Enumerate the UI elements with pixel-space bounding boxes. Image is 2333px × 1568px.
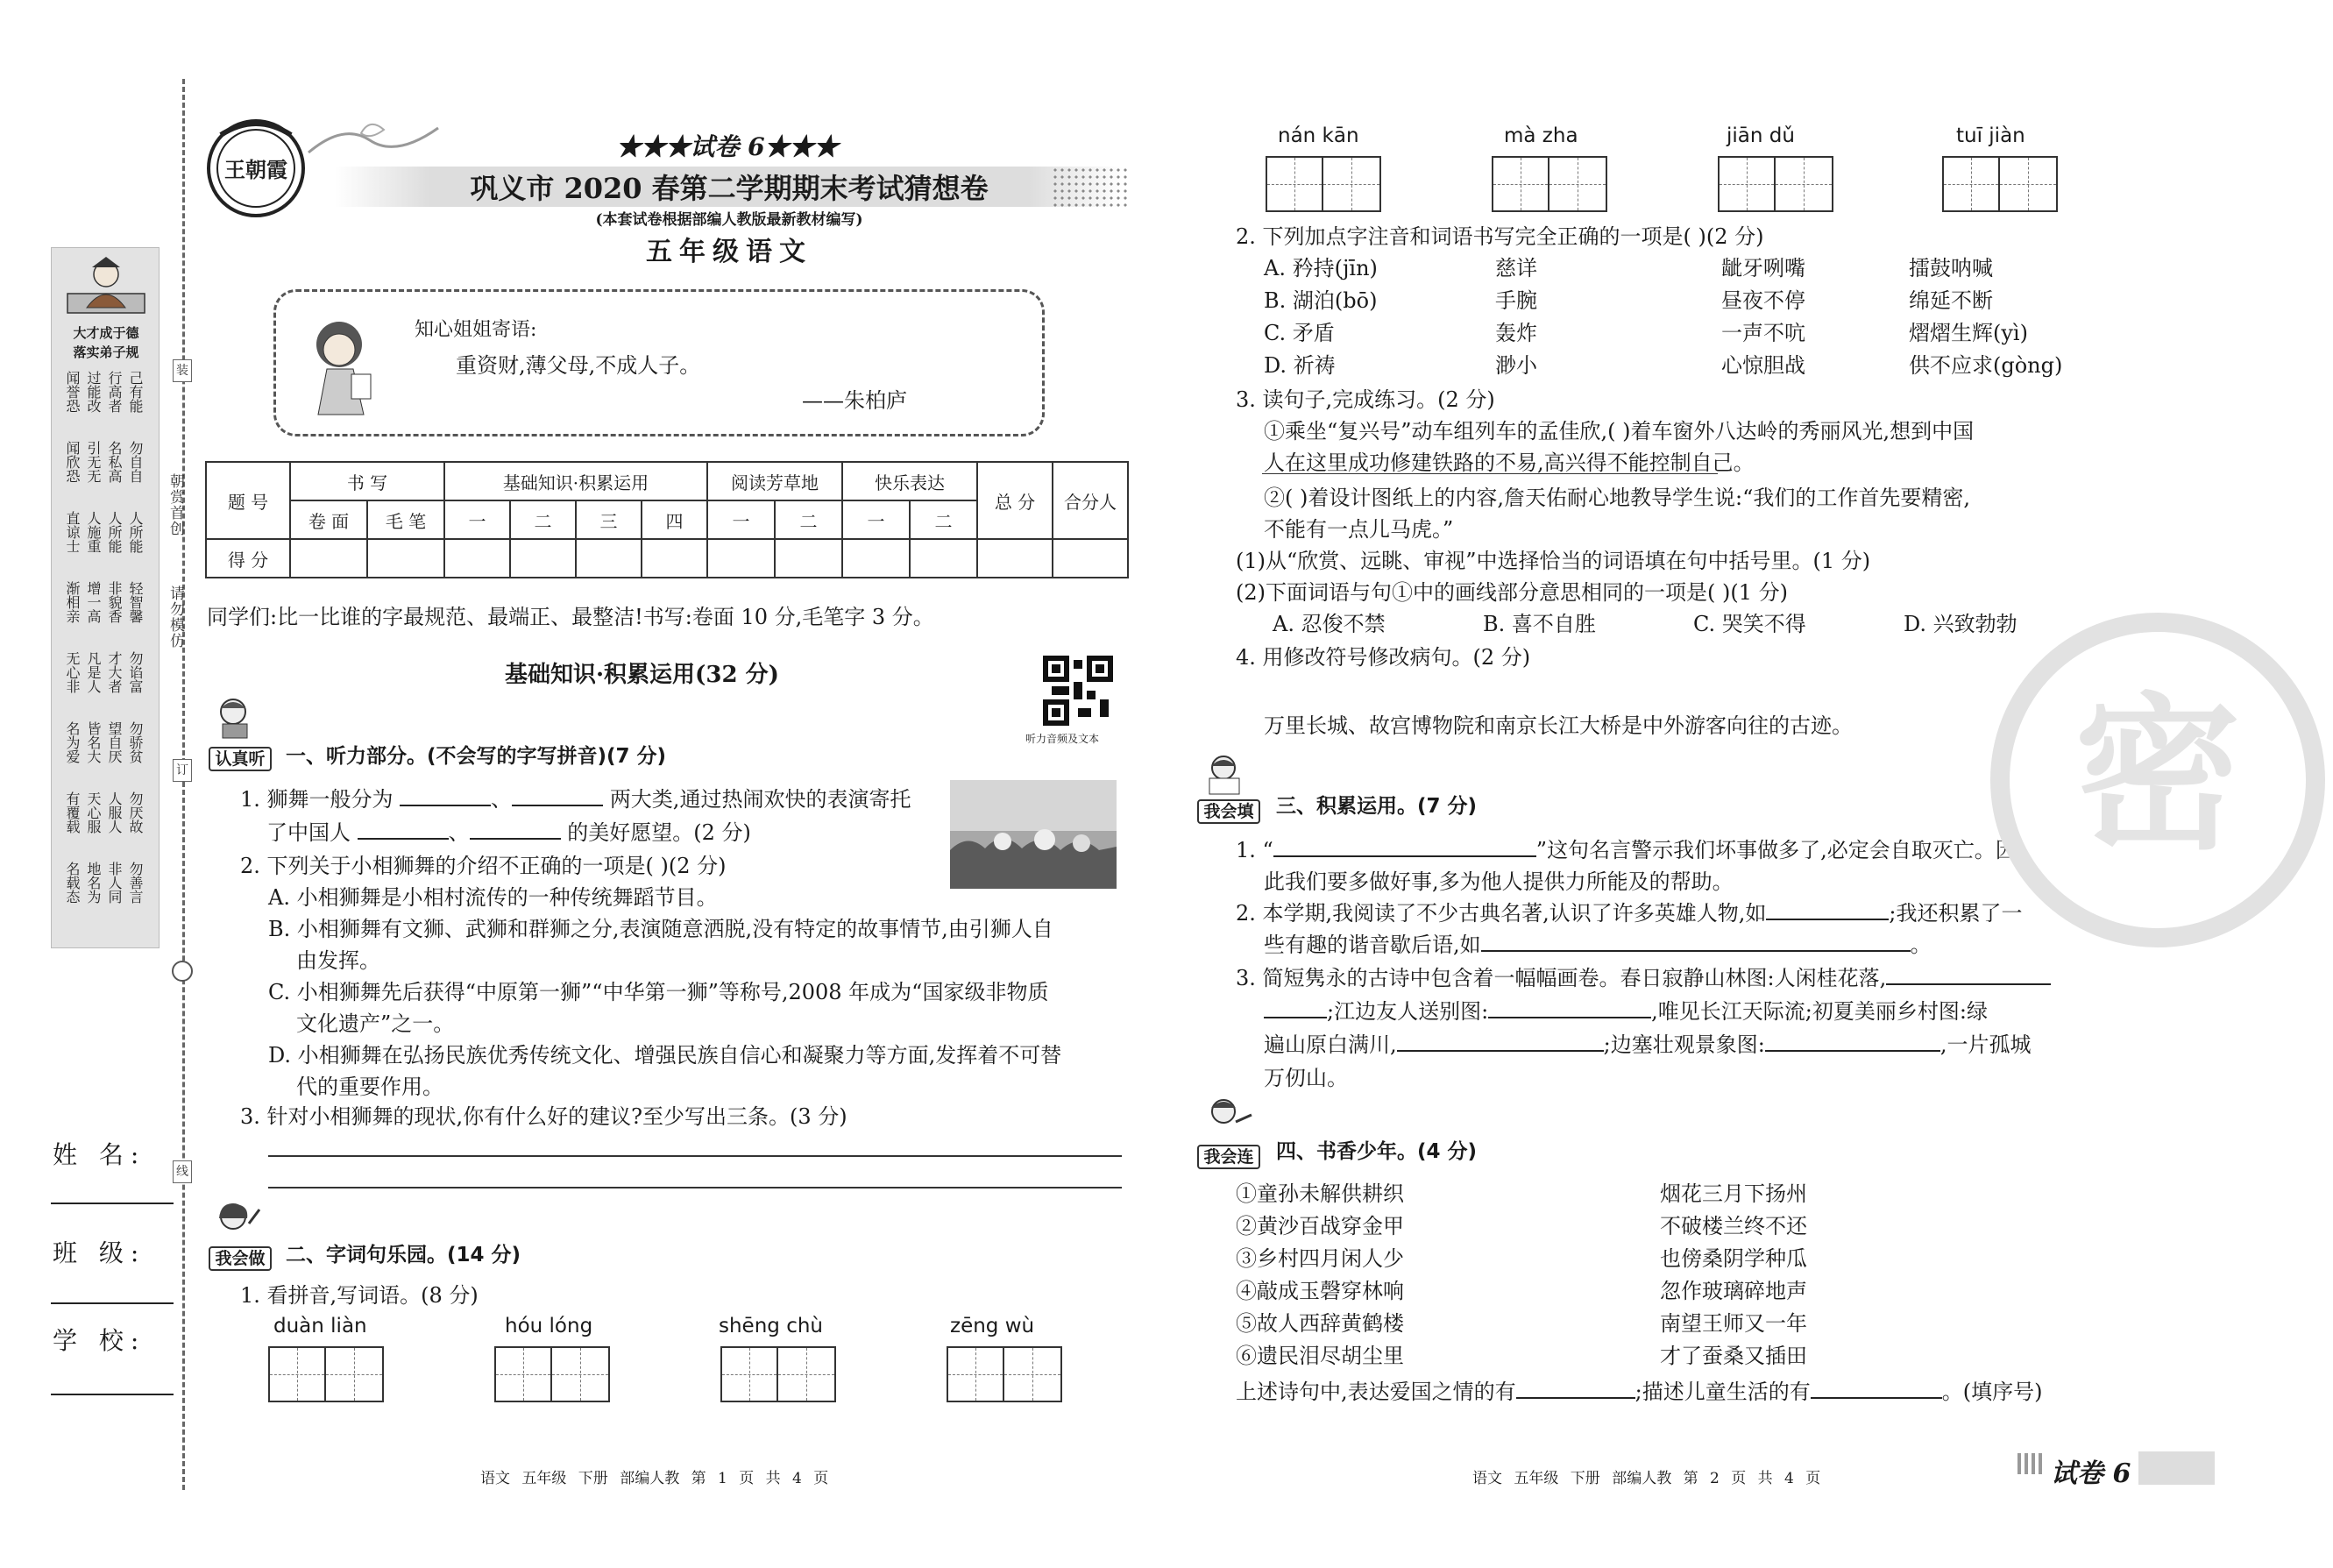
score-cell[interactable] [510, 539, 576, 578]
score-cell[interactable] [642, 539, 707, 578]
q2-option-cell: A. 矜持(jīn) [1264, 256, 1378, 280]
exam-subject: 五年级语文 [646, 237, 812, 267]
pinyin-label: zēng wù [950, 1315, 1035, 1337]
answer-blank[interactable] [1765, 1029, 1940, 1052]
motto-column: 人服人 [106, 791, 123, 834]
underline [1262, 473, 1718, 474]
motto-column: 勿自自 [127, 441, 144, 483]
score-sub: 二 [910, 500, 977, 539]
part2-q1: 1. 看拼音,写词语。(8 分) [240, 1283, 479, 1308]
writing-grid[interactable] [1492, 156, 1607, 212]
motto-column: 己有能 [127, 371, 144, 413]
class-label: 班 级: [53, 1238, 146, 1267]
writing-grid[interactable] [268, 1346, 384, 1402]
girl-illustration-icon [301, 313, 383, 418]
score-header-basics: 基础知识·积累运用 [444, 462, 707, 500]
score-header-total: 总 分 [977, 462, 1053, 539]
logo-text: 王朝霞 [224, 157, 287, 182]
q2-option-cell: 轰炸 [1495, 321, 1537, 345]
match-right-item[interactable]: 也傍桑阴学种瓜 [1660, 1246, 1807, 1271]
answer-blank[interactable] [1273, 834, 1536, 857]
footer-page1: 语文 五年级 下册 部编人教 第 1 页 共 4 页 [480, 1470, 829, 1487]
motto-column: 天心服 [85, 791, 102, 834]
name-field[interactable] [51, 1203, 174, 1204]
qr-caption: 听力音频及文本 [1025, 733, 1100, 745]
q3-option: A. 忍俊不禁 [1273, 612, 1386, 636]
match-left-item[interactable]: ③乡村四月闲人少 [1236, 1246, 1404, 1271]
score-header-question: 题 号 [206, 462, 290, 539]
q2-option-cell: 擂鼓呐喊 [1909, 256, 1993, 280]
watermark-char: 密 [2074, 677, 2242, 872]
p3-q3-line2: ;江边友人送别图: ,唯见长江天际流;初夏美丽乡村图:绿 [1264, 996, 1988, 1027]
motto-title-1: 大才成于德 [73, 325, 139, 341]
score-sub: 四 [642, 500, 707, 539]
answer-line[interactable] [268, 1155, 1122, 1157]
p3-q3-line1: 3. 简短隽永的古诗中包含着一幅幅画卷。春日寂静山林图:人闲桂花落, [1236, 962, 2051, 994]
p3-q2-line2: 些有趣的谐音歇后语,如 。 [1264, 929, 1932, 961]
score-cell[interactable] [775, 539, 842, 578]
match-right-item[interactable]: 才了蚕桑又插田 [1660, 1344, 1807, 1368]
motto-column: 非貌香 [106, 581, 123, 623]
motto-column: 渐相亲 [64, 581, 81, 623]
q2-option-cell: D. 祈祷 [1264, 353, 1336, 378]
school-field[interactable] [51, 1394, 174, 1395]
score-cell[interactable] [367, 539, 444, 578]
part1-q3: 3. 针对小相狮舞的现状,你有什么好的建议?至少写出三条。(3 分) [240, 1104, 847, 1129]
motto-column: 过能改 [85, 371, 102, 413]
boy-pointing-icon [1201, 1097, 1253, 1141]
motto-column: 名为爱 [64, 721, 81, 763]
message-quote: 重资财,薄父母,不成人子。 [456, 353, 701, 378]
score-cell[interactable] [842, 539, 910, 578]
score-sub-brush: 毛 笔 [367, 500, 444, 539]
match-right-item[interactable]: 不破楼兰终不还 [1660, 1214, 1807, 1238]
score-cell[interactable] [910, 539, 977, 578]
answer-blank[interactable] [1481, 929, 1911, 952]
answer-blank[interactable] [1488, 996, 1651, 1018]
motto-column: 地名为 [85, 862, 102, 904]
motto-column: 闻欣恐 [64, 441, 81, 483]
motto-text [59, 371, 153, 940]
motto-column: 闻誉恐 [64, 371, 81, 413]
q3-sentence1: ①乘坐“复兴号”动车组列车的孟佳欣,( )着车窗外八达岭的秀丽风光,想到中国 [1264, 419, 1975, 443]
lion-dance-photo [950, 780, 1117, 889]
q3-sub2: (2)下面词语与句①中的画线部分意思相同的一项是( )(1 分) [1236, 580, 1788, 605]
motto-column: 凡是人 [85, 651, 102, 693]
score-cell[interactable] [444, 539, 510, 578]
motto-column: 名私高 [106, 441, 123, 483]
q4-sentence: 万里长城、故宫博物院和南京长江大桥是中外游客向往的古迹。 [1264, 713, 1853, 738]
pinyin-label: jiān dǔ [1727, 124, 1795, 147]
scholar-figure-icon [60, 255, 152, 316]
exam-title: 巩义市 2020 春第二学期期末考试猜想卷 [470, 172, 989, 205]
motto-column: 增一高 [85, 581, 102, 623]
motto-column: 人施重 [85, 511, 102, 553]
q3-stem: 3. 读句子,完成练习。(2 分) [1236, 387, 1495, 412]
writing-grid[interactable] [947, 1346, 1062, 1402]
footer-page2: 语文 五年级 下册 部编人教 第 2 页 共 4 页 [1472, 1470, 1821, 1487]
answer-blank[interactable] [470, 817, 561, 840]
cut-mark-zhuang: 装 [173, 359, 192, 382]
paper-number: ★★★试卷 6★★★ [616, 132, 839, 161]
pinyin-label: mà zha [1504, 124, 1578, 147]
part1-q2-option: 文化遗产”之一。 [296, 1011, 455, 1036]
pinyin-label: shēng chù [719, 1315, 823, 1337]
score-sub: 一 [842, 500, 910, 539]
part1-q2-option: 由发挥。 [296, 948, 380, 973]
message-heading: 知心姐姐寄语: [415, 319, 537, 341]
part4-badge: 我会连 [1197, 1145, 1260, 1169]
badge-band [2138, 1451, 2215, 1485]
part1-q2-option: A. 小相狮舞是小相村流传的一种传统舞蹈节目。 [268, 885, 718, 910]
cut-mark-xian: 线 [173, 1160, 192, 1183]
answer-blank[interactable] [1397, 1029, 1604, 1052]
q3-option: B. 喜不自胜 [1483, 612, 1596, 636]
q2-option-cell: 熠熠生辉(yì) [1909, 321, 2028, 345]
vertical-note-2: 请勿模仿 [167, 585, 184, 649]
score-table [205, 461, 1129, 578]
q2-stem: 2. 下列加点字注音和词语书写完全正确的一项是( )(2 分) [1236, 224, 1764, 249]
qr-code-icon[interactable] [1043, 656, 1113, 726]
q2-option-cell: C. 矛盾 [1264, 321, 1335, 345]
match-right-item[interactable]: 忽作玻璃碎地声 [1660, 1279, 1807, 1303]
q3-sub1: (1)从“欣赏、远眺、审视”中选择恰当的词语填在句中括号里。(1 分) [1236, 549, 1871, 573]
part2-badge: 我会做 [209, 1246, 272, 1271]
writing-grid[interactable] [1718, 156, 1833, 212]
school-label: 学 校: [53, 1326, 146, 1355]
q3-sentence2: ②( )着设计图纸上的内容,詹天佑耐心地教导学生说:“我们的工作首先要精密, [1264, 486, 1970, 510]
class-field[interactable] [51, 1302, 174, 1304]
motto-column: 勿骄贫 [127, 721, 144, 763]
part1-title: 一、听力部分。(不会写的字写拼音)(7 分) [286, 745, 667, 768]
q2-option-cell: 一声不吭 [1721, 321, 1805, 345]
vertical-note-1: 朝赏首创 [167, 473, 184, 536]
motto-title-2: 落实弟子规 [73, 344, 139, 360]
part1-q2-option: C. 小相狮舞先后获得“中原第一狮”“中华第一狮”等称号,2008 年成为“国家级非物质 [268, 980, 1049, 1004]
cut-line [182, 79, 185, 1490]
match-left-item[interactable]: ①童孙未解供耕织 [1236, 1181, 1404, 1206]
q2-option-cell: 慈详 [1495, 256, 1537, 280]
p4-summary: 上述诗句中,表达爱国之情的有 ;描述儿童生活的有 。(填序号) [1236, 1376, 2042, 1408]
score-sub: 二 [510, 500, 576, 539]
writing-grid[interactable] [720, 1346, 836, 1402]
q2-option-cell: 绵延不断 [1909, 288, 1993, 313]
paper-badge: 试卷 6 [2051, 1458, 2131, 1489]
cut-mark-ding: 订 [173, 759, 192, 782]
score-header-expression: 快乐表达 [842, 462, 977, 500]
match-left-item[interactable]: ⑥遗民泪尽胡尘里 [1236, 1344, 1404, 1368]
q3-sentence1-cont: 人在这里成功修建铁路的不易,高兴得不能控制自己。 [1264, 451, 1755, 475]
score-sub: 一 [444, 500, 510, 539]
p3-q1-line1: 1. “ ”这句名言警示我们坏事做多了,必定会自取灭亡。因 [1236, 834, 2017, 866]
score-cell[interactable] [977, 539, 1053, 578]
q3-option: D. 兴致勃勃 [1904, 612, 2017, 636]
match-left-item[interactable]: ⑤故人西辞黄鹤楼 [1236, 1311, 1404, 1336]
writing-grid[interactable] [1942, 156, 2058, 212]
p3-q1-line2: 此我们要多做好事,多为他人提供力所能及的帮助。 [1264, 869, 1734, 894]
q2-option-cell: 供不应求(gòng) [1909, 353, 2063, 378]
score-sub: 二 [775, 500, 842, 539]
exam-subtitle: (本套试卷根据部编人教版最新教材编写) [595, 211, 863, 229]
answer-blank[interactable] [1264, 996, 1327, 1018]
motto-column: 名载态 [64, 862, 81, 904]
q3-sentence2-cont: 不能有一点儿马虎。” [1264, 517, 1454, 542]
motto-column: 勿厌故 [127, 791, 144, 834]
motto-column: 望自厌 [106, 721, 123, 763]
score-header-reading: 阅读芳草地 [707, 462, 842, 500]
motto-column: 轻智馨 [127, 581, 144, 623]
p3-q2-line1: 2. 本学期,我阅读了不少古典名著,认识了许多英雄人物,如 ;我还积累了一 [1236, 898, 2023, 929]
message-author: ——朱柏庐 [802, 388, 907, 413]
answer-blank[interactable] [512, 784, 603, 806]
intro-text: 同学们:比一比谁的字最规范、最端正、最整洁!书写:卷面 10 分,毛笔字 3 分。 [207, 605, 934, 629]
q2-option-cell: 渺小 [1495, 353, 1537, 378]
part3-title: 三、积累运用。(7 分) [1276, 795, 1478, 818]
name-label: 姓 名: [53, 1140, 146, 1169]
motto-column: 人所能 [127, 511, 144, 553]
q2-option-cell: 手腕 [1495, 288, 1537, 313]
girl-writing-icon [210, 1201, 263, 1245]
answer-line[interactable] [268, 1187, 1122, 1188]
motto-column: 人所能 [106, 511, 123, 553]
motto-column: 皆名大 [85, 721, 102, 763]
pinyin-label: duàn liàn [273, 1315, 367, 1337]
q2-option-cell: B. 湖泊(bō) [1264, 288, 1378, 313]
answer-blank[interactable] [358, 817, 449, 840]
score-header-writing: 书 写 [290, 462, 444, 500]
writing-grid[interactable] [1266, 156, 1381, 212]
score-row-label: 得 分 [206, 539, 290, 578]
p3-q3-line3: 遍山原白满川, ;边塞壮观景象图: ,一片孤城 [1264, 1029, 2031, 1061]
score-cell[interactable] [576, 539, 642, 578]
match-left-item[interactable]: ④敲成玉磬穿林响 [1236, 1279, 1404, 1303]
part1-q2-option: 代的重要作用。 [296, 1075, 443, 1099]
motto-column: 行高者 [106, 371, 123, 413]
motto-column: 引无无 [85, 441, 102, 483]
motto-column: 直谅士 [64, 511, 81, 553]
score-cell[interactable] [707, 539, 775, 578]
answer-blank[interactable] [1811, 1376, 1942, 1399]
part1-badge: 认真听 [209, 747, 272, 771]
part1-q2: 2. 下列关于小相狮舞的介绍不正确的一项是( )(2 分) [240, 854, 727, 878]
writing-grid[interactable] [494, 1346, 610, 1402]
answer-blank[interactable] [1766, 898, 1889, 920]
part4-title: 四、书香少年。(4 分) [1276, 1140, 1478, 1163]
score-cell[interactable] [290, 539, 367, 578]
motto-column: 无心非 [64, 651, 81, 693]
motto-column: 勿善言 [127, 862, 144, 904]
boy-listening-icon [210, 696, 263, 740]
badge-decoration [2017, 1453, 2042, 1474]
q2-option-cell: 心惊胆战 [1721, 353, 1805, 378]
motto-column: 才大者 [106, 651, 123, 693]
answer-blank[interactable] [1516, 1376, 1635, 1399]
score-sub: 三 [576, 500, 642, 539]
q4-stem: 4. 用修改符号修改病句。(2 分) [1236, 645, 1531, 670]
punch-hole-icon [172, 961, 193, 982]
section-title: 基础知识·积累运用(32 分) [505, 662, 779, 688]
motto-column: 勿谄富 [127, 651, 144, 693]
q2-option-cell: 昼夜不停 [1721, 288, 1805, 313]
part1-q2-option: B. 小相狮舞有文狮、武狮和群狮之分,表演随意洒脱,没有特定的故事情节,由引狮人自 [268, 917, 1053, 941]
match-left-item[interactable]: ②黄沙百战穿金甲 [1236, 1214, 1404, 1238]
answer-blank[interactable] [1886, 962, 2051, 985]
answer-blank[interactable] [400, 784, 491, 806]
motto-column: 非人同 [106, 862, 123, 904]
secret-stamp-watermark [1982, 605, 2333, 955]
score-cell[interactable] [1053, 539, 1128, 578]
part2-title: 二、字词句乐园。(14 分) [286, 1244, 521, 1266]
match-right-item[interactable]: 烟花三月下扬州 [1660, 1181, 1807, 1206]
part1-q1-line1: 1. 狮舞一般分为 、 两大类,通过热闹欢快的表演寄托 [240, 784, 911, 815]
pinyin-label: hóu lóng [505, 1315, 593, 1337]
p3-q3-line4: 万仞山。 [1264, 1066, 1348, 1090]
match-right-item[interactable]: 南望王师又一年 [1660, 1311, 1807, 1336]
message-box [273, 289, 1045, 436]
motto-column: 有覆载 [64, 791, 81, 834]
part1-q1-line2: 了中国人 、 的美好愿望。(2 分) [266, 817, 751, 848]
part1-q2-option: D. 小相狮舞在弘扬民族优秀传统文化、增强民族自信心和凝聚力等方面,发挥着不可替 [268, 1043, 1062, 1068]
pinyin-label: nán kān [1278, 124, 1359, 147]
score-sub-neatness: 卷 面 [290, 500, 367, 539]
girl-reading-icon [1201, 754, 1253, 798]
publisher-logo [203, 116, 308, 221]
score-header-grader: 合分人 [1053, 462, 1128, 539]
pinyin-label: tuī jiàn [1956, 124, 2025, 147]
motto-panel [51, 247, 160, 948]
q2-option-cell: 龇牙咧嘴 [1721, 256, 1805, 280]
q3-option: C. 哭笑不得 [1693, 612, 1806, 636]
part3-badge: 我会填 [1197, 799, 1260, 824]
score-sub: 一 [707, 500, 775, 539]
